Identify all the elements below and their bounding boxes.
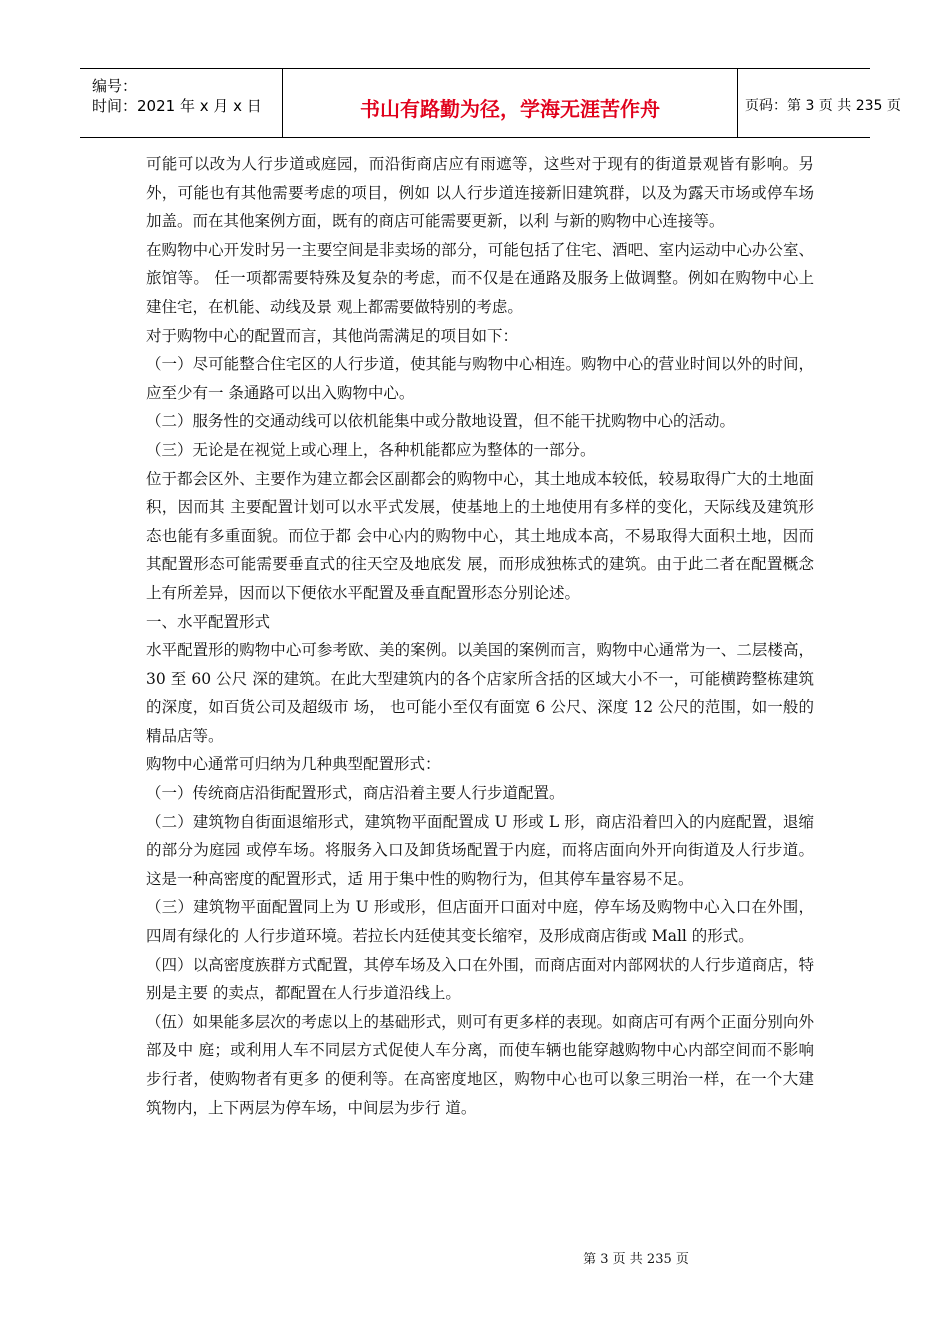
list-item: （三）建筑物平面配置同上为 U 形或形，但店面开口面对中庭，停车场及购物中心入口在外围，四周有绿化的 人行步道环境。若拉长内廷使其变长缩窄，及形成商店街或 Mall 的形式。: [146, 898, 814, 946]
paragraph: 位于都会区外、主要作为建立都会区副都会的购物中心，其土地成本较低，较易取得广大的土地面积，因而其 主要配置计划可以水平式发展，使基地上的土地使用有多样的变化，天际线及建筑形态也能有多重面貌。而位于都 会中心内的购物中心，其土地成本高，不易取得大面积土地，因而其配置形态可能需要垂直式的往天空及地底发 展，而形成独栋式的建筑。由于此二者在配置概念上有所差异，因而以下便依水平配置及垂直配置形态分别论述。: [146, 469, 814, 602]
document-number-label: 编号：: [92, 77, 138, 95]
list-item: （四）以高密度族群方式配置，其停车场及入口在外围，而商店面对内部网状的人行步道商店，特别是主要 的卖点，都配置在人行步道沿线上。: [146, 955, 814, 1003]
paragraph: 对于购物中心的配置而言，其他尚需满足的项目如下：: [146, 326, 519, 345]
list-item: （伍）如果能多层次的考虑以上的基础形式，则可有更多样的表现。如商店可有两个正面分别向外部及中 庭；或利用人车不同层方式促使人车分离，而使车辆也能穿越购物中心内部空间而不影响步行者，使购物者有更多 的便利等。在高密度地区，购物中心也可以象三明治一样，在一个大建筑物内，上下两层为停车场，中间层为步行 道。: [146, 1012, 814, 1117]
header-page-cell: [737, 69, 901, 137]
list-item: （二）建筑物自街面退缩形式，建筑物平面配置成 U 形或 L 形，商店沿着凹入的内庭配置，退缩的部分为庭园 或停车场。将服务入口及卸货场配置于内庭，而将店面向外开向街道及人行步道。这是一种高密度的配置形式，适 用于集中性的购物行为，但其停车量容易不足。: [146, 812, 814, 888]
header-motto: 书山有路勤为径，学海无涯苦作舟: [360, 97, 660, 121]
paragraph: 购物中心通常可归纳为几种典型配置形式：: [146, 755, 441, 774]
header-left-cell: [80, 69, 282, 137]
list-item: （二）服务性的交通动线可以依机能集中或分散地设置，但不能干扰购物中心的活动。: [146, 412, 736, 431]
section-heading: 一、水平配置形式: [146, 612, 271, 631]
document-body: [146, 150, 814, 1122]
paragraph: 水平配置形的购物中心可参考欧、美的案例。以美国的案例而言，购物中心通常为一、二层楼高，30 至 60 公尺 深的建筑。在此大型建筑内的各个店家所含括的区域大小不一，可能横跨整栋建筑的深度，如百货公司及超级市 场， 也可能小至仅有面宽 6 公尺、深度 12 公尺的范围，如一般的精品店等。: [146, 641, 814, 745]
list-item: （一）尽可能整合住宅区的人行步道，使其能与购物中心相连。购物中心的营业时间以外的时间，应至少有一 条通路可以出入购物中心。: [146, 355, 814, 402]
page-footer: [0, 1248, 950, 1267]
list-item: （一）传统商店沿街配置形式，商店沿着主要人行步道配置。: [146, 784, 565, 803]
header-motto-cell: [282, 69, 738, 137]
paragraph: 可能可以改为人行步道或庭园，而沿街商店应有雨遮等，这些对于现有的街道景观皆有影响。另外，可能也有其他需要考虑的项目，例如 以人行步道连接新旧建筑群，以及为露天市场或停车场加盖。而在其他案例方面，既有的商店可能需要更新，以利 与新的购物中心连接等。: [146, 155, 814, 231]
paragraph: 在购物中心开发时另一主要空间是非卖场的部分，可能包括了住宅、酒吧、室内运动中心办公室、旅馆等。 任一项都需要特殊及复杂的考虑，而不仅是在通路及服务上做调整。例如在购物中心上建住宅，在机能、动线及景 观上都需要做特别的考虑。: [146, 240, 814, 316]
document-header: [80, 68, 901, 138]
footer-page-number: 第 3 页 共 235 页: [583, 1252, 689, 1267]
document-date-label: 时间：2021 年 x 月 x 日: [92, 97, 262, 115]
list-item: （三）无论是在视觉上或心理上，各种机能都应为整体的一部分。: [146, 440, 596, 459]
header-page-number: 页码：第 3 页 共 235 页: [745, 98, 901, 114]
